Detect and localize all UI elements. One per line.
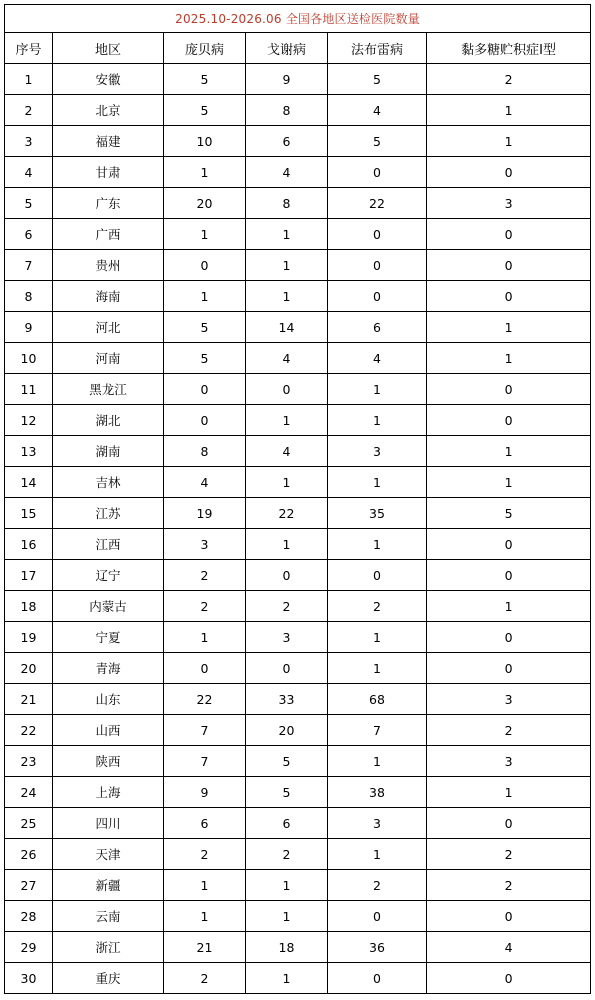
cell-fabry: 1 <box>328 746 427 777</box>
cell-region: 内蒙古 <box>53 591 164 622</box>
cell-pompe: 19 <box>164 498 246 529</box>
cell-region: 山东 <box>53 684 164 715</box>
cell-fabry: 5 <box>328 64 427 95</box>
cell-pompe: 6 <box>164 808 246 839</box>
cell-fabry: 3 <box>328 808 427 839</box>
cell-pompe: 2 <box>164 560 246 591</box>
cell-mps1: 1 <box>427 343 591 374</box>
table-row <box>5 808 591 839</box>
cell-fabry: 38 <box>328 777 427 808</box>
cell-mps1: 1 <box>427 467 591 498</box>
table-row <box>5 157 591 188</box>
cell-index: 12 <box>5 405 53 436</box>
cell-fabry: 2 <box>328 870 427 901</box>
table-row <box>5 653 591 684</box>
cell-pompe: 8 <box>164 436 246 467</box>
cell-pompe: 7 <box>164 746 246 777</box>
cell-region: 贵州 <box>53 250 164 281</box>
cell-pompe: 1 <box>164 901 246 932</box>
cell-index: 29 <box>5 932 53 963</box>
cell-region: 吉林 <box>53 467 164 498</box>
cell-fabry: 0 <box>328 901 427 932</box>
cell-region: 河北 <box>53 312 164 343</box>
cell-pompe: 2 <box>164 963 246 994</box>
cell-fabry: 68 <box>328 684 427 715</box>
cell-gaucher: 1 <box>246 281 328 312</box>
cell-pompe: 4 <box>164 467 246 498</box>
cell-index: 13 <box>5 436 53 467</box>
cell-index: 10 <box>5 343 53 374</box>
cell-index: 14 <box>5 467 53 498</box>
cell-index: 7 <box>5 250 53 281</box>
cell-gaucher: 8 <box>246 188 328 219</box>
cell-mps1: 0 <box>427 281 591 312</box>
cell-pompe: 0 <box>164 374 246 405</box>
cell-fabry: 36 <box>328 932 427 963</box>
table-row <box>5 219 591 250</box>
cell-mps1: 0 <box>427 622 591 653</box>
cell-fabry: 0 <box>328 219 427 250</box>
cell-index: 1 <box>5 64 53 95</box>
cell-fabry: 1 <box>328 405 427 436</box>
cell-mps1: 3 <box>427 188 591 219</box>
cell-mps1: 0 <box>427 219 591 250</box>
cell-pompe: 22 <box>164 684 246 715</box>
cell-mps1: 2 <box>427 64 591 95</box>
cell-fabry: 4 <box>328 95 427 126</box>
table-row <box>5 963 591 994</box>
cell-mps1: 0 <box>427 374 591 405</box>
cell-index: 28 <box>5 901 53 932</box>
cell-fabry: 35 <box>328 498 427 529</box>
cell-mps1: 0 <box>427 405 591 436</box>
table-row <box>5 95 591 126</box>
cell-mps1: 1 <box>427 312 591 343</box>
cell-fabry: 1 <box>328 839 427 870</box>
table-row <box>5 250 591 281</box>
cell-region: 山西 <box>53 715 164 746</box>
cell-region: 广西 <box>53 219 164 250</box>
cell-pompe: 1 <box>164 281 246 312</box>
cell-gaucher: 3 <box>246 622 328 653</box>
cell-gaucher: 1 <box>246 963 328 994</box>
table-row <box>5 498 591 529</box>
cell-pompe: 1 <box>164 870 246 901</box>
cell-region: 江西 <box>53 529 164 560</box>
cell-pompe: 10 <box>164 126 246 157</box>
table-row <box>5 622 591 653</box>
cell-region: 江苏 <box>53 498 164 529</box>
cell-region: 四川 <box>53 808 164 839</box>
cell-gaucher: 9 <box>246 64 328 95</box>
table-row <box>5 126 591 157</box>
header-mps1: 黏多糖贮积症Ⅰ型 <box>427 33 591 64</box>
header-index: 序号 <box>5 33 53 64</box>
cell-mps1: 0 <box>427 529 591 560</box>
cell-pompe: 9 <box>164 777 246 808</box>
table-row <box>5 374 591 405</box>
cell-gaucher: 1 <box>246 529 328 560</box>
cell-mps1: 1 <box>427 777 591 808</box>
cell-index: 4 <box>5 157 53 188</box>
table-row <box>5 312 591 343</box>
cell-mps1: 0 <box>427 560 591 591</box>
cell-index: 15 <box>5 498 53 529</box>
table-row <box>5 64 591 95</box>
cell-gaucher: 22 <box>246 498 328 529</box>
cell-index: 17 <box>5 560 53 591</box>
cell-pompe: 2 <box>164 839 246 870</box>
cell-pompe: 7 <box>164 715 246 746</box>
cell-fabry: 1 <box>328 529 427 560</box>
cell-index: 16 <box>5 529 53 560</box>
cell-region: 黑龙江 <box>53 374 164 405</box>
table-row <box>5 839 591 870</box>
cell-index: 30 <box>5 963 53 994</box>
cell-gaucher: 0 <box>246 374 328 405</box>
cell-pompe: 5 <box>164 312 246 343</box>
table-row <box>5 560 591 591</box>
cell-gaucher: 2 <box>246 591 328 622</box>
cell-pompe: 3 <box>164 529 246 560</box>
cell-index: 21 <box>5 684 53 715</box>
cell-pompe: 1 <box>164 622 246 653</box>
cell-pompe: 1 <box>164 219 246 250</box>
cell-mps1: 0 <box>427 808 591 839</box>
cell-region: 陕西 <box>53 746 164 777</box>
cell-fabry: 1 <box>328 467 427 498</box>
cell-pompe: 0 <box>164 653 246 684</box>
cell-mps1: 3 <box>427 746 591 777</box>
cell-fabry: 7 <box>328 715 427 746</box>
cell-mps1: 0 <box>427 653 591 684</box>
cell-mps1: 2 <box>427 715 591 746</box>
cell-index: 24 <box>5 777 53 808</box>
cell-fabry: 4 <box>328 343 427 374</box>
cell-pompe: 1 <box>164 157 246 188</box>
cell-region: 河南 <box>53 343 164 374</box>
cell-gaucher: 4 <box>246 436 328 467</box>
cell-gaucher: 0 <box>246 560 328 591</box>
cell-region: 北京 <box>53 95 164 126</box>
table-row <box>5 746 591 777</box>
cell-mps1: 1 <box>427 436 591 467</box>
cell-index: 27 <box>5 870 53 901</box>
cell-index: 19 <box>5 622 53 653</box>
table-row <box>5 870 591 901</box>
table-row <box>5 715 591 746</box>
cell-gaucher: 18 <box>246 932 328 963</box>
cell-pompe: 21 <box>164 932 246 963</box>
cell-gaucher: 20 <box>246 715 328 746</box>
cell-gaucher: 4 <box>246 157 328 188</box>
cell-mps1: 4 <box>427 932 591 963</box>
cell-gaucher: 1 <box>246 219 328 250</box>
cell-gaucher: 6 <box>246 126 328 157</box>
table-row <box>5 188 591 219</box>
table-row <box>5 591 591 622</box>
header-region: 地区 <box>53 33 164 64</box>
cell-gaucher: 5 <box>246 777 328 808</box>
table-row <box>5 932 591 963</box>
cell-pompe: 5 <box>164 64 246 95</box>
cell-fabry: 6 <box>328 312 427 343</box>
cell-fabry: 0 <box>328 560 427 591</box>
cell-pompe: 5 <box>164 95 246 126</box>
cell-index: 18 <box>5 591 53 622</box>
cell-index: 20 <box>5 653 53 684</box>
cell-gaucher: 33 <box>246 684 328 715</box>
cell-index: 22 <box>5 715 53 746</box>
cell-region: 湖南 <box>53 436 164 467</box>
cell-mps1: 1 <box>427 126 591 157</box>
cell-region: 浙江 <box>53 932 164 963</box>
cell-pompe: 0 <box>164 250 246 281</box>
table-row <box>5 684 591 715</box>
cell-mps1: 2 <box>427 870 591 901</box>
cell-pompe: 20 <box>164 188 246 219</box>
table-row <box>5 901 591 932</box>
cell-region: 云南 <box>53 901 164 932</box>
cell-fabry: 1 <box>328 622 427 653</box>
table-title: 2025.10-2026.06 全国各地区送检医院数量 <box>5 5 591 33</box>
cell-fabry: 0 <box>328 157 427 188</box>
cell-index: 11 <box>5 374 53 405</box>
cell-pompe: 5 <box>164 343 246 374</box>
cell-index: 25 <box>5 808 53 839</box>
cell-mps1: 0 <box>427 963 591 994</box>
header-fabry: 法布雷病 <box>328 33 427 64</box>
cell-fabry: 2 <box>328 591 427 622</box>
cell-gaucher: 6 <box>246 808 328 839</box>
cell-region: 天津 <box>53 839 164 870</box>
table-row <box>5 405 591 436</box>
cell-fabry: 22 <box>328 188 427 219</box>
cell-pompe: 0 <box>164 405 246 436</box>
cell-index: 26 <box>5 839 53 870</box>
cell-region: 新疆 <box>53 870 164 901</box>
cell-mps1: 1 <box>427 95 591 126</box>
cell-fabry: 0 <box>328 963 427 994</box>
header-gaucher: 戈谢病 <box>246 33 328 64</box>
table-row <box>5 436 591 467</box>
cell-index: 23 <box>5 746 53 777</box>
cell-gaucher: 8 <box>246 95 328 126</box>
cell-gaucher: 1 <box>246 405 328 436</box>
cell-region: 青海 <box>53 653 164 684</box>
cell-region: 甘肃 <box>53 157 164 188</box>
cell-fabry: 1 <box>328 374 427 405</box>
cell-index: 9 <box>5 312 53 343</box>
cell-fabry: 1 <box>328 653 427 684</box>
cell-mps1: 0 <box>427 901 591 932</box>
cell-fabry: 3 <box>328 436 427 467</box>
cell-gaucher: 1 <box>246 901 328 932</box>
cell-region: 辽宁 <box>53 560 164 591</box>
table-row <box>5 777 591 808</box>
cell-mps1: 2 <box>427 839 591 870</box>
header-row <box>5 33 591 64</box>
header-pompe: 庞贝病 <box>164 33 246 64</box>
cell-fabry: 5 <box>328 126 427 157</box>
table-body <box>5 64 591 994</box>
cell-region: 福建 <box>53 126 164 157</box>
table-row <box>5 343 591 374</box>
title-row <box>5 5 591 33</box>
cell-index: 5 <box>5 188 53 219</box>
cell-gaucher: 1 <box>246 870 328 901</box>
cell-index: 6 <box>5 219 53 250</box>
cell-region: 广东 <box>53 188 164 219</box>
cell-mps1: 0 <box>427 250 591 281</box>
table-row <box>5 467 591 498</box>
hospital-count-table <box>4 4 591 994</box>
cell-region: 海南 <box>53 281 164 312</box>
cell-pompe: 2 <box>164 591 246 622</box>
cell-region: 宁夏 <box>53 622 164 653</box>
cell-region: 安徽 <box>53 64 164 95</box>
cell-gaucher: 5 <box>246 746 328 777</box>
cell-region: 上海 <box>53 777 164 808</box>
cell-gaucher: 2 <box>246 839 328 870</box>
cell-gaucher: 14 <box>246 312 328 343</box>
cell-gaucher: 4 <box>246 343 328 374</box>
cell-region: 湖北 <box>53 405 164 436</box>
cell-gaucher: 1 <box>246 250 328 281</box>
cell-region: 重庆 <box>53 963 164 994</box>
cell-mps1: 0 <box>427 157 591 188</box>
cell-index: 8 <box>5 281 53 312</box>
cell-mps1: 3 <box>427 684 591 715</box>
cell-fabry: 0 <box>328 281 427 312</box>
cell-mps1: 5 <box>427 498 591 529</box>
cell-index: 2 <box>5 95 53 126</box>
table-row <box>5 281 591 312</box>
cell-mps1: 1 <box>427 591 591 622</box>
cell-gaucher: 0 <box>246 653 328 684</box>
table-row <box>5 529 591 560</box>
cell-gaucher: 1 <box>246 467 328 498</box>
cell-index: 3 <box>5 126 53 157</box>
cell-fabry: 0 <box>328 250 427 281</box>
